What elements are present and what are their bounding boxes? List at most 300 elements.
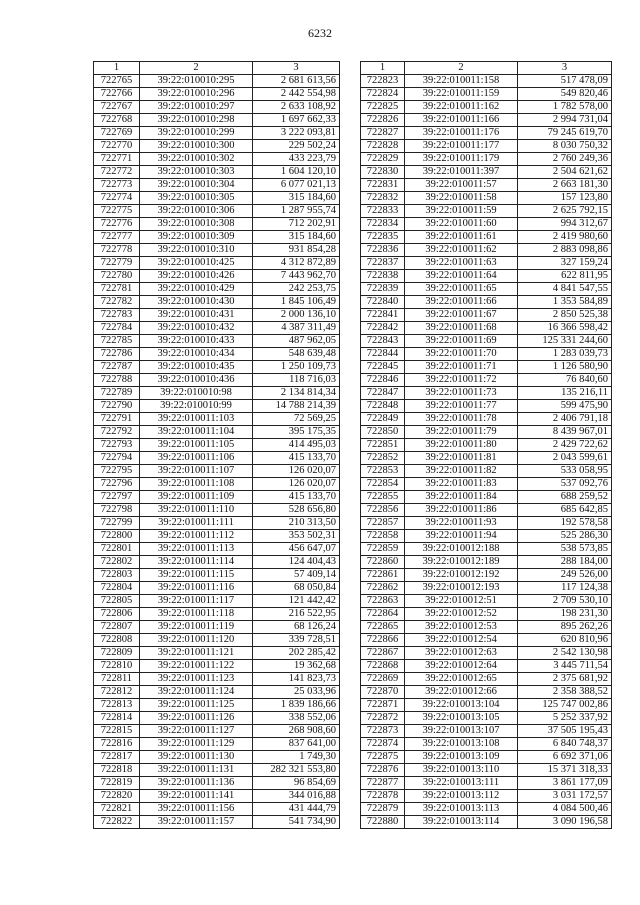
cadastral-value-cell: 415 133,70 (253, 452, 340, 465)
table-row (361, 816, 612, 829)
column-header-2: 2 (405, 62, 518, 75)
row-number-cell: 722794 (94, 452, 140, 465)
cadastral-value-cell: 76 840,60 (518, 374, 612, 387)
cadastral-value-cell: 2 542 130,98 (518, 647, 612, 660)
row-number-cell: 722834 (361, 218, 405, 231)
cadastral-number-cell: 39:22:010012:193 (405, 582, 518, 595)
cadastral-value-cell: 37 505 195,43 (518, 725, 612, 738)
cadastral-number-cell: 39:22:010011:113 (140, 543, 253, 556)
cadastral-value-cell: 533 058,95 (518, 465, 612, 478)
cadastral-value-cell: 2 134 814,34 (253, 387, 340, 400)
cadastral-number-cell: 39:22:010011:63 (405, 257, 518, 270)
row-number-cell: 722839 (361, 283, 405, 296)
cadastral-number-cell: 39:22:010010:432 (140, 322, 253, 335)
cadastral-value-cell: 2 375 681,92 (518, 673, 612, 686)
table-row (361, 166, 612, 179)
table-row (361, 504, 612, 517)
cadastral-value-cell: 456 647,07 (253, 543, 340, 556)
cadastral-number-cell: 39:22:010010:98 (140, 387, 253, 400)
row-number-cell: 722849 (361, 413, 405, 426)
cadastral-number-cell: 39:22:010011:177 (405, 140, 518, 153)
cadastral-number-cell: 39:22:010011:104 (140, 426, 253, 439)
cadastral-number-cell: 39:22:010010:435 (140, 361, 253, 374)
row-number-cell: 722873 (361, 725, 405, 738)
cadastral-number-cell: 39:22:010011:60 (405, 218, 518, 231)
cadastral-number-cell: 39:22:010013:105 (405, 712, 518, 725)
cadastral-number-cell: 39:22:010012:52 (405, 608, 518, 621)
row-number-cell: 722853 (361, 465, 405, 478)
cadastral-value-cell: 517 478,09 (518, 75, 612, 88)
cadastral-value-cell: 327 159,24 (518, 257, 612, 270)
cadastral-number-cell: 39:22:010011:82 (405, 465, 518, 478)
row-number-cell: 722792 (94, 426, 140, 439)
cadastral-number-cell: 39:22:010010:433 (140, 335, 253, 348)
row-number-cell: 722845 (361, 361, 405, 374)
register-table-left (93, 61, 340, 829)
cadastral-number-cell: 39:22:010011:141 (140, 790, 253, 803)
cadastral-number-cell: 39:22:010012:66 (405, 686, 518, 699)
table-row (94, 387, 340, 400)
row-number-cell: 722863 (361, 595, 405, 608)
cadastral-number-cell: 39:22:010011:78 (405, 413, 518, 426)
cadastral-value-cell: 1 845 106,49 (253, 296, 340, 309)
cadastral-value-cell: 4 084 500,46 (518, 803, 612, 816)
cadastral-number-cell: 39:22:010010:298 (140, 114, 253, 127)
table-row (94, 179, 340, 192)
row-number-cell: 722858 (361, 530, 405, 543)
cadastral-number-cell: 39:22:010011:79 (405, 426, 518, 439)
row-number-cell: 722864 (361, 608, 405, 621)
cadastral-value-cell: 157 123,80 (518, 192, 612, 205)
cadastral-number-cell: 39:22:010013:110 (405, 764, 518, 777)
row-number-cell: 722799 (94, 517, 140, 530)
row-number-cell: 722804 (94, 582, 140, 595)
row-number-cell: 722771 (94, 153, 140, 166)
row-number-cell: 722811 (94, 673, 140, 686)
row-number-cell: 722844 (361, 348, 405, 361)
table-row (94, 309, 340, 322)
cadastral-value-cell: 3 222 093,81 (253, 127, 340, 140)
column-header-1: 1 (361, 62, 405, 75)
cadastral-value-cell: 68 126,24 (253, 621, 340, 634)
row-number-cell: 722831 (361, 179, 405, 192)
cadastral-number-cell: 39:22:010010:296 (140, 88, 253, 101)
table-row (94, 75, 340, 88)
row-number-cell: 722809 (94, 647, 140, 660)
cadastral-value-cell: 3 861 177,09 (518, 777, 612, 790)
cadastral-value-cell: 1 604 120,10 (253, 166, 340, 179)
table-row (94, 322, 340, 335)
table-row (94, 114, 340, 127)
cadastral-number-cell: 39:22:010011:179 (405, 153, 518, 166)
row-number-cell: 722779 (94, 257, 140, 270)
table-row (94, 712, 340, 725)
cadastral-number-cell: 39:22:010010:425 (140, 257, 253, 270)
table-row (361, 530, 612, 543)
cadastral-value-cell: 537 092,76 (518, 478, 612, 491)
cadastral-value-cell: 288 184,00 (518, 556, 612, 569)
cadastral-number-cell: 39:22:010011:93 (405, 517, 518, 530)
table-row (94, 790, 340, 803)
table-row (94, 647, 340, 660)
table-row (361, 608, 612, 621)
cadastral-number-cell: 39:22:010011:81 (405, 452, 518, 465)
table-row (361, 75, 612, 88)
row-number-cell: 722846 (361, 374, 405, 387)
table-row (94, 543, 340, 556)
table-row (94, 569, 340, 582)
row-number-cell: 722855 (361, 491, 405, 504)
cadastral-number-cell: 39:22:010013:112 (405, 790, 518, 803)
cadastral-number-cell: 39:22:010011:119 (140, 621, 253, 634)
table-row (94, 244, 340, 257)
row-number-cell: 722797 (94, 491, 140, 504)
cadastral-number-cell: 39:22:010011:103 (140, 413, 253, 426)
row-number-cell: 722782 (94, 296, 140, 309)
cadastral-number-cell: 39:22:010011:58 (405, 192, 518, 205)
cadastral-number-cell: 39:22:010013:108 (405, 738, 518, 751)
cadastral-value-cell: 2 429 722,62 (518, 439, 612, 452)
row-number-cell: 722824 (361, 88, 405, 101)
cadastral-number-cell: 39:22:010011:69 (405, 335, 518, 348)
table-row (361, 374, 612, 387)
row-number-cell: 722880 (361, 816, 405, 829)
table-row (361, 465, 612, 478)
row-number-cell: 722783 (94, 309, 140, 322)
table-row (361, 660, 612, 673)
table-row (361, 296, 612, 309)
row-number-cell: 722769 (94, 127, 140, 140)
cadastral-value-cell: 431 444,79 (253, 803, 340, 816)
table-row (94, 738, 340, 751)
row-number-cell: 722808 (94, 634, 140, 647)
row-number-cell: 722848 (361, 400, 405, 413)
row-number-cell: 722816 (94, 738, 140, 751)
cadastral-number-cell: 39:22:010011:125 (140, 699, 253, 712)
cadastral-number-cell: 39:22:010011:126 (140, 712, 253, 725)
cadastral-number-cell: 39:22:010011:84 (405, 491, 518, 504)
cadastral-value-cell: 2 419 980,60 (518, 231, 612, 244)
cadastral-value-cell: 68 050,84 (253, 582, 340, 595)
table-row (94, 413, 340, 426)
cadastral-number-cell: 39:22:010012:63 (405, 647, 518, 660)
table-row (94, 465, 340, 478)
cadastral-number-cell: 39:22:010011:86 (405, 504, 518, 517)
cadastral-number-cell: 39:22:010011:131 (140, 764, 253, 777)
table-row (361, 543, 612, 556)
cadastral-number-cell: 39:22:010011:108 (140, 478, 253, 491)
cadastral-value-cell: 4 312 872,89 (253, 257, 340, 270)
cadastral-number-cell: 39:22:010011:68 (405, 322, 518, 335)
cadastral-value-cell: 125 747 002,86 (518, 699, 612, 712)
cadastral-value-cell: 16 366 598,42 (518, 322, 612, 335)
row-number-cell: 722791 (94, 413, 140, 426)
row-number-cell: 722835 (361, 231, 405, 244)
cadastral-value-cell: 6 077 021,13 (253, 179, 340, 192)
cadastral-value-cell: 395 175,35 (253, 426, 340, 439)
cadastral-value-cell: 6 840 748,37 (518, 738, 612, 751)
table-row (361, 231, 612, 244)
table-row (94, 556, 340, 569)
cadastral-value-cell: 242 253,75 (253, 283, 340, 296)
cadastral-value-cell: 117 124,38 (518, 582, 612, 595)
table-row (361, 803, 612, 816)
cadastral-number-cell: 39:22:010012:51 (405, 595, 518, 608)
row-number-cell: 722869 (361, 673, 405, 686)
cadastral-number-cell: 39:22:010013:114 (405, 816, 518, 829)
cadastral-number-cell: 39:22:010010:436 (140, 374, 253, 387)
row-number-cell: 722856 (361, 504, 405, 517)
cadastral-number-cell: 39:22:010013:107 (405, 725, 518, 738)
table-row (361, 621, 612, 634)
cadastral-value-cell: 141 823,73 (253, 673, 340, 686)
column-header-1: 1 (94, 62, 140, 75)
table-row (361, 582, 612, 595)
cadastral-value-cell: 135 216,11 (518, 387, 612, 400)
row-number-cell: 722773 (94, 179, 140, 192)
table-row (94, 595, 340, 608)
cadastral-number-cell: 39:22:010010:306 (140, 205, 253, 218)
row-number-cell: 722876 (361, 764, 405, 777)
row-number-cell: 722774 (94, 192, 140, 205)
row-number-cell: 722843 (361, 335, 405, 348)
cadastral-value-cell: 96 854,69 (253, 777, 340, 790)
cadastral-value-cell: 525 286,30 (518, 530, 612, 543)
cadastral-value-cell: 14 788 214,39 (253, 400, 340, 413)
table-row (361, 270, 612, 283)
cadastral-value-cell: 549 820,46 (518, 88, 612, 101)
table-row (361, 387, 612, 400)
cadastral-value-cell: 2 625 792,15 (518, 205, 612, 218)
row-number-cell: 722765 (94, 75, 140, 88)
table-row (94, 816, 340, 829)
row-number-cell: 722852 (361, 452, 405, 465)
cadastral-value-cell: 1 126 580,90 (518, 361, 612, 374)
row-number-cell: 722857 (361, 517, 405, 530)
cadastral-number-cell: 39:22:010010:305 (140, 192, 253, 205)
cadastral-value-cell: 548 639,48 (253, 348, 340, 361)
cadastral-number-cell: 39:22:010013:104 (405, 699, 518, 712)
cadastral-value-cell: 216 522,95 (253, 608, 340, 621)
row-number-cell: 722878 (361, 790, 405, 803)
cadastral-number-cell: 39:22:010011:57 (405, 179, 518, 192)
cadastral-value-cell: 712 202,91 (253, 218, 340, 231)
table-row (361, 764, 612, 777)
cadastral-number-cell: 39:22:010011:112 (140, 530, 253, 543)
table-row (94, 101, 340, 114)
row-number-cell: 722812 (94, 686, 140, 699)
table-row (94, 231, 340, 244)
table-row (94, 504, 340, 517)
cadastral-number-cell: 39:22:010011:71 (405, 361, 518, 374)
row-number-cell: 722825 (361, 101, 405, 114)
cadastral-number-cell: 39:22:010011:83 (405, 478, 518, 491)
cadastral-value-cell: 3 445 711,54 (518, 660, 612, 673)
cadastral-number-cell: 39:22:010011:159 (405, 88, 518, 101)
row-number-cell: 722840 (361, 296, 405, 309)
table-row (361, 140, 612, 153)
cadastral-number-cell: 39:22:010011:115 (140, 569, 253, 582)
table-row (361, 114, 612, 127)
cadastral-number-cell: 39:22:010011:176 (405, 127, 518, 140)
cadastral-number-cell: 39:22:010010:310 (140, 244, 253, 257)
table-row (94, 439, 340, 452)
cadastral-number-cell: 39:22:010010:303 (140, 166, 253, 179)
table-row (94, 764, 340, 777)
table-row (94, 257, 340, 270)
table-row (361, 283, 612, 296)
cadastral-value-cell: 2 681 613,56 (253, 75, 340, 88)
cadastral-number-cell: 39:22:010011:65 (405, 283, 518, 296)
table-row (361, 478, 612, 491)
cadastral-value-cell: 121 442,42 (253, 595, 340, 608)
row-number-cell: 722847 (361, 387, 405, 400)
cadastral-number-cell: 39:22:010011:109 (140, 491, 253, 504)
table-row (361, 712, 612, 725)
row-number-cell: 722814 (94, 712, 140, 725)
row-number-cell: 722817 (94, 751, 140, 764)
cadastral-number-cell: 39:22:010011:77 (405, 400, 518, 413)
row-number-cell: 722820 (94, 790, 140, 803)
cadastral-number-cell: 39:22:010010:434 (140, 348, 253, 361)
cadastral-value-cell: 1 283 039,73 (518, 348, 612, 361)
cadastral-value-cell: 1 250 109,73 (253, 361, 340, 374)
table-row (94, 270, 340, 283)
row-number-cell: 722775 (94, 205, 140, 218)
cadastral-value-cell: 2 043 599,61 (518, 452, 612, 465)
cadastral-value-cell: 210 313,50 (253, 517, 340, 530)
cadastral-value-cell: 5 252 337,92 (518, 712, 612, 725)
table-row (361, 738, 612, 751)
cadastral-number-cell: 39:22:010012:65 (405, 673, 518, 686)
row-number-cell: 722776 (94, 218, 140, 231)
table-row (94, 452, 340, 465)
row-number-cell: 722787 (94, 361, 140, 374)
cadastral-value-cell: 4 841 547,55 (518, 283, 612, 296)
cadastral-value-cell: 126 020,07 (253, 465, 340, 478)
cadastral-value-cell: 1 697 662,33 (253, 114, 340, 127)
cadastral-value-cell: 415 133,70 (253, 491, 340, 504)
table-row (94, 153, 340, 166)
row-number-cell: 722800 (94, 530, 140, 543)
cadastral-number-cell: 39:22:010010:99 (140, 400, 253, 413)
table-row (361, 452, 612, 465)
column-header-3: 3 (518, 62, 612, 75)
table-row (94, 582, 340, 595)
cadastral-number-cell: 39:22:010011:73 (405, 387, 518, 400)
cadastral-number-cell: 39:22:010010:295 (140, 75, 253, 88)
table-row (94, 751, 340, 764)
cadastral-value-cell: 414 495,03 (253, 439, 340, 452)
table-row (94, 205, 340, 218)
table-row (94, 426, 340, 439)
row-number-cell: 722861 (361, 569, 405, 582)
table-row (94, 478, 340, 491)
cadastral-number-cell: 39:22:010011:64 (405, 270, 518, 283)
row-number-cell: 722842 (361, 322, 405, 335)
cadastral-value-cell: 837 641,00 (253, 738, 340, 751)
cadastral-value-cell: 79 245 619,70 (518, 127, 612, 140)
table-row (361, 153, 612, 166)
cadastral-number-cell: 39:22:010010:304 (140, 179, 253, 192)
table-row (361, 686, 612, 699)
table-row (361, 257, 612, 270)
table-row (94, 634, 340, 647)
table-row (94, 621, 340, 634)
table-row (361, 205, 612, 218)
row-number-cell: 722859 (361, 543, 405, 556)
row-number-cell: 722829 (361, 153, 405, 166)
column-header-3: 3 (253, 62, 340, 75)
table-row (361, 751, 612, 764)
cadastral-value-cell: 685 642,85 (518, 504, 612, 517)
table-row (361, 426, 612, 439)
table-row (361, 634, 612, 647)
table-row (361, 127, 612, 140)
row-number-cell: 722805 (94, 595, 140, 608)
row-number-cell: 722827 (361, 127, 405, 140)
table-row (94, 166, 340, 179)
table-row (94, 88, 340, 101)
cadastral-value-cell: 344 016,88 (253, 790, 340, 803)
cadastral-number-cell: 39:22:010011:162 (405, 101, 518, 114)
cadastral-number-cell: 39:22:010010:300 (140, 140, 253, 153)
row-number-cell: 722806 (94, 608, 140, 621)
cadastral-value-cell: 57 409,14 (253, 569, 340, 582)
table-row (94, 335, 340, 348)
cadastral-number-cell: 39:22:010011:124 (140, 686, 253, 699)
table-row (94, 725, 340, 738)
cadastral-value-cell: 198 231,30 (518, 608, 612, 621)
cadastral-number-cell: 39:22:010012:54 (405, 634, 518, 647)
row-number-cell: 722823 (361, 75, 405, 88)
cadastral-value-cell: 125 331 244,60 (518, 335, 612, 348)
row-number-cell: 722795 (94, 465, 140, 478)
cadastral-number-cell: 39:22:010011:118 (140, 608, 253, 621)
register-table-right (360, 61, 612, 829)
row-number-cell: 722838 (361, 270, 405, 283)
cadastral-number-cell: 39:22:010011:156 (140, 803, 253, 816)
cadastral-value-cell: 1 287 955,74 (253, 205, 340, 218)
row-number-cell: 722780 (94, 270, 140, 283)
cadastral-value-cell: 622 811,95 (518, 270, 612, 283)
table-row (361, 192, 612, 205)
row-number-cell: 722798 (94, 504, 140, 517)
cadastral-number-cell: 39:22:010010:430 (140, 296, 253, 309)
cadastral-number-cell: 39:22:010011:127 (140, 725, 253, 738)
table-row (361, 491, 612, 504)
cadastral-number-cell: 39:22:010011:157 (140, 816, 253, 829)
table-row (361, 335, 612, 348)
cadastral-value-cell: 2 406 791,18 (518, 413, 612, 426)
table-row (361, 88, 612, 101)
row-number-cell: 722784 (94, 322, 140, 335)
cadastral-value-cell: 202 285,42 (253, 647, 340, 660)
cadastral-value-cell: 315 184,60 (253, 192, 340, 205)
cadastral-value-cell: 268 908,60 (253, 725, 340, 738)
table-row (94, 517, 340, 530)
cadastral-number-cell: 39:22:010011:62 (405, 244, 518, 257)
cadastral-value-cell: 528 656,80 (253, 504, 340, 517)
table-row (361, 647, 612, 660)
cadastral-value-cell: 7 443 962,70 (253, 270, 340, 283)
cadastral-number-cell: 39:22:010012:189 (405, 556, 518, 569)
cadastral-number-cell: 39:22:010011:106 (140, 452, 253, 465)
row-number-cell: 722788 (94, 374, 140, 387)
table-row (361, 179, 612, 192)
cadastral-number-cell: 39:22:010010:302 (140, 153, 253, 166)
row-number-cell: 722841 (361, 309, 405, 322)
